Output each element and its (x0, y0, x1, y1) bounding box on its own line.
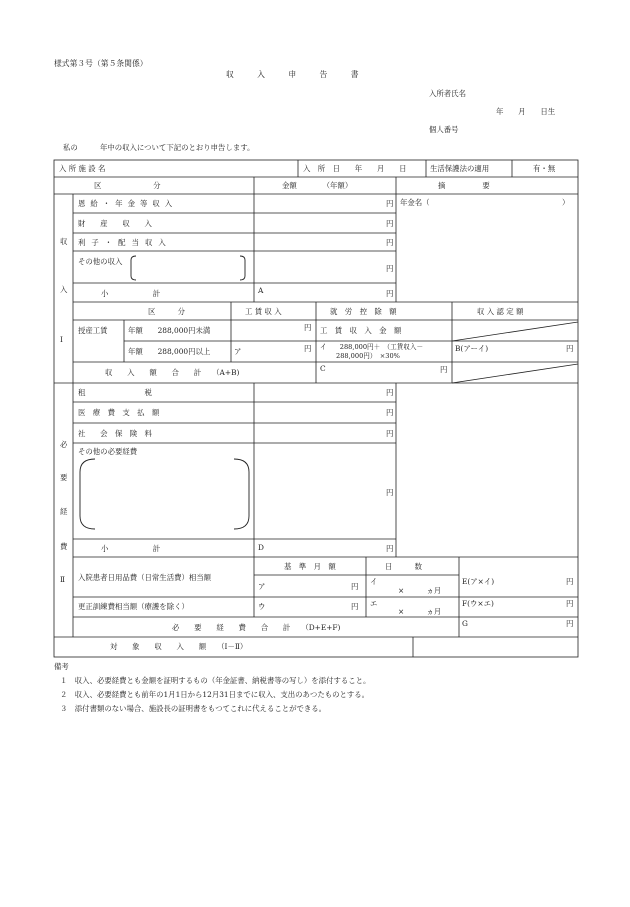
category-header: 区 分 (94, 181, 161, 190)
welfare-value[interactable]: 有・無 (533, 164, 556, 173)
social-insurance-label: 社 会 保 険 料 (78, 429, 152, 438)
wage-row2-deduct-line2: 288,000円） ×30% (336, 352, 400, 360)
rehab-unit: 円 (351, 602, 359, 611)
days-header: 日 数 (385, 562, 422, 571)
tax-label: 租 税 (78, 388, 152, 397)
property-income-unit: 円 (386, 219, 394, 228)
income-side-label-3: Ⅰ (60, 335, 63, 344)
wage-row1-deduct: 工 賃 収 入 金 額 (320, 326, 402, 335)
expense-side-label-3: 経 (60, 507, 68, 516)
other-income-unit: 円 (386, 264, 394, 273)
income-side-label-2: 入 (60, 285, 68, 294)
remarks-header: 摘 要 (438, 181, 490, 190)
pension-name-label: 年金名（ (400, 198, 430, 207)
base-monthly-header: 基 準 月 額 (284, 562, 336, 571)
interest-income-unit: 円 (386, 238, 394, 247)
personal-number-label: 個人番号 (429, 125, 459, 134)
inpatient-mark: ア (258, 582, 266, 591)
inpatient-days-mark: イ (370, 577, 378, 586)
wage-row2-desc: 年額 288,000円以上 (128, 347, 211, 356)
income-subtotal-label: 小 計 (101, 289, 161, 298)
wage-category-header: 区 分 (148, 307, 185, 316)
other-income-label: その他の収入 (78, 257, 123, 266)
recognized-b-label: B(アーイ) (455, 344, 489, 353)
notes-heading: 備考 (54, 662, 69, 671)
pension-income-label: 恩給・年金等収入 (78, 199, 178, 208)
inpatient-unit: 円 (351, 582, 359, 591)
wage-row2-unit: 円 (304, 344, 312, 353)
amount-header: 金額 （年額） (282, 181, 353, 190)
note-item-2: ２ 収入、必要経費とも前年の1月1日から12月31日までに収入、支出のあつたものとする。 (60, 690, 370, 699)
facility-name-label: 入 所 施 設 名 (59, 164, 106, 173)
expense-side-label-5: Ⅱ (60, 575, 66, 584)
work-deduction-header: 就 労 控 除 額 (330, 307, 397, 316)
other-expense-label: その他の必要経費 (78, 447, 138, 456)
result-e-label: E(ア×イ) (462, 577, 495, 586)
target-income-label: 対 象 収 入 額 （Ⅰ－Ⅱ） (110, 642, 248, 651)
tax-unit: 円 (386, 388, 394, 397)
recognized-income-header: 収 入 認 定 額 (477, 307, 524, 316)
medical-expense-unit: 円 (386, 408, 394, 417)
expense-subtotal-marker: D (258, 543, 264, 552)
income-side-label-1: 収 (60, 237, 68, 246)
declaration-text: 私の 年中の収入について下記のとおり申告します。 (63, 143, 255, 152)
pension-income-unit: 円 (386, 199, 394, 208)
wage-row2-deduct-line1: イ 288,000円＋ （工賃収入－ (320, 343, 424, 351)
wage-row2-mark: ア (234, 347, 242, 356)
income-subtotal-marker: A (258, 286, 264, 295)
inpatient-daily-label: 入院患者日用品費（日常生活費）相当額 (78, 573, 212, 582)
expense-side-label-4: 費 (60, 542, 68, 551)
pension-name-close: ） (562, 198, 570, 207)
form-number: 様式第３号（第５条関係） (54, 59, 148, 68)
rehab-days-mark: エ (370, 599, 378, 608)
income-total-unit: 円 (440, 365, 448, 374)
result-f-unit: 円 (566, 599, 574, 608)
property-income-label: 財 産 収 入 (78, 219, 152, 228)
wage-row1-unit: 円 (304, 323, 312, 332)
inpatient-days-text: × ヵ月 (398, 586, 442, 595)
result-e-unit: 円 (566, 577, 574, 586)
expense-subtotal-label: 小 計 (101, 544, 161, 553)
income-total-label: 収 入 額 合 計 （A+B) (105, 368, 240, 377)
other-expense-unit: 円 (386, 488, 394, 497)
note-item-3: ３ 添付書類のない場合、施設長の証明書をもつてこれに代えることができる。 (60, 704, 327, 713)
rehab-mark: ウ (258, 602, 266, 611)
welfare-law-label: 生活保護法の適用 (430, 164, 490, 173)
expense-total-unit: 円 (566, 619, 574, 628)
expense-side-label-1: 必 (60, 440, 68, 449)
note-item-1: １ 収入、必要経費とも金額を証明するもの（年金証書、納税書等の写し）を添付すること。 (60, 676, 371, 685)
medical-expense-label: 医 療 費 支 払 額 (78, 408, 160, 417)
expense-side-label-2: 要 (60, 473, 68, 482)
expense-total-marker: G (462, 619, 468, 628)
page-title: 収 入 申 告 書 (226, 70, 359, 79)
vocational-wage-label: 授産工賃 (78, 326, 108, 335)
rehab-days-text: × ヵ月 (398, 607, 442, 616)
expense-subtotal-unit: 円 (386, 544, 394, 553)
social-insurance-unit: 円 (386, 429, 394, 438)
admission-date-label: 入 所 日 年 月 日 (303, 164, 407, 173)
income-total-marker: C (320, 364, 326, 373)
rehab-label: 更正訓練費相当額（療護を除く） (78, 602, 189, 611)
expense-total-label: 必 要 経 費 合 計 （D+E+F) (172, 623, 341, 632)
birth-date-label: 年 月 日生 (496, 107, 556, 116)
interest-income-label: 利子・配当収入 (78, 238, 172, 247)
income-subtotal-unit: 円 (386, 289, 394, 298)
wage-income-header: 工 賃 収 入 (245, 307, 282, 316)
recognized-b-unit: 円 (566, 344, 574, 353)
resident-name-label: 入所者氏名 (429, 89, 466, 98)
wage-row1-desc: 年額 288,000円未満 (128, 326, 211, 335)
result-f-label: F(ウ×エ) (462, 599, 494, 608)
